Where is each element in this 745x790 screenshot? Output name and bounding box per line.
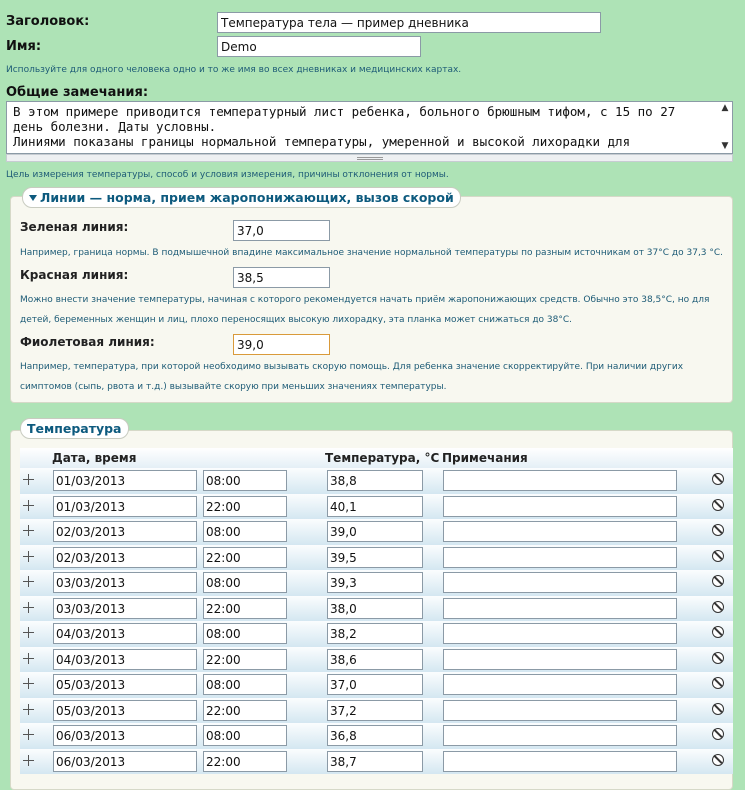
temperature-legend-label: Температура: [27, 421, 122, 436]
date-input[interactable]: 02/03/2013: [53, 547, 197, 568]
date-input[interactable]: 06/03/2013: [53, 725, 197, 746]
delete-icon[interactable]: [712, 524, 724, 536]
name-input[interactable]: [217, 36, 421, 57]
resize-grip[interactable]: [6, 154, 733, 162]
date-input[interactable]: 05/03/2013: [53, 674, 197, 695]
time-input[interactable]: 22:00: [203, 598, 287, 619]
notes-textarea[interactable]: [6, 101, 733, 154]
red-line-hint-1: Можно внести значение температуры, начиная с которого рекомендуется начать приём жаропонижающих средств. Обычно это 38,5°С, но для: [20, 295, 710, 305]
temperature-input[interactable]: 38,7: [327, 751, 423, 772]
red-line-hint-2: детей, беременных женщин и лиц, плохо переносящих высокую лихорадку, эта планка может снижаться до 38°С.: [20, 315, 573, 325]
title-input[interactable]: [217, 12, 601, 33]
red-line-input[interactable]: [233, 267, 330, 288]
notes-input[interactable]: [443, 700, 677, 721]
notes-input[interactable]: [443, 623, 677, 644]
table-row: [20, 698, 733, 724]
notes-hint: Цель измерения температуры, способ и условия измерения, причины отклонения от нормы.: [6, 170, 449, 180]
date-input[interactable]: 06/03/2013: [53, 751, 197, 772]
delete-icon[interactable]: [712, 601, 724, 613]
time-input[interactable]: 22:00: [203, 496, 287, 517]
time-input[interactable]: 22:00: [203, 649, 287, 670]
move-icon[interactable]: [23, 575, 34, 588]
delete-icon[interactable]: [712, 575, 724, 587]
move-icon[interactable]: [23, 728, 34, 741]
time-input[interactable]: 08:00: [203, 521, 287, 542]
green-line-input[interactable]: [233, 220, 330, 241]
name-hint: Используйте для одного человека одно и то же имя во всех дневниках и медицинских картах.: [6, 65, 462, 75]
name-label: Имя:: [6, 39, 42, 54]
violet-line-hint-2: симптомов (сыпь, рвота и т.д.) вызывайте скорую при меньших значениях температуры.: [20, 382, 447, 392]
delete-icon[interactable]: [712, 473, 724, 485]
notes-input[interactable]: [443, 496, 677, 517]
time-input[interactable]: 22:00: [203, 547, 287, 568]
temperature-input[interactable]: 39,0: [327, 521, 423, 542]
notes-input[interactable]: [443, 751, 677, 772]
temperature-legend[interactable]: [20, 418, 129, 439]
violet-line-label: Фиолетовая линия:: [20, 335, 155, 349]
move-icon[interactable]: [23, 601, 34, 614]
move-icon[interactable]: [23, 550, 34, 563]
title-label: Заголовок:: [6, 14, 90, 29]
col-temp-header: Температура, °С: [325, 451, 440, 465]
notes-input[interactable]: [443, 572, 677, 593]
delete-icon[interactable]: [712, 728, 724, 740]
table-row: [20, 672, 733, 698]
date-input[interactable]: 04/03/2013: [53, 623, 197, 644]
temperature-input[interactable]: 39,5: [327, 547, 423, 568]
green-line-label: Зеленая линия:: [20, 220, 129, 234]
move-icon[interactable]: [23, 652, 34, 665]
violet-line-input[interactable]: [233, 334, 330, 355]
col-date-header: Дата, время: [52, 451, 137, 465]
date-input[interactable]: 03/03/2013: [53, 572, 197, 593]
scroll-up-icon[interactable]: ▲: [721, 103, 729, 113]
time-input[interactable]: 08:00: [203, 623, 287, 644]
notes-input[interactable]: [443, 649, 677, 670]
scroll-down-icon[interactable]: ▼: [721, 141, 729, 151]
notes-label: Общие замечания:: [6, 85, 149, 100]
date-input[interactable]: 02/03/2013: [53, 521, 197, 542]
delete-icon[interactable]: [712, 626, 724, 638]
notes-input[interactable]: [443, 521, 677, 542]
delete-icon[interactable]: [712, 550, 724, 562]
table-row: [20, 494, 733, 520]
time-input[interactable]: 08:00: [203, 674, 287, 695]
notes-input[interactable]: [443, 598, 677, 619]
table-row: [20, 723, 733, 749]
date-input[interactable]: 01/03/2013: [53, 496, 197, 517]
lines-legend-label: Линии — норма, прием жаропонижающих, вызов скорой: [40, 190, 454, 205]
delete-icon[interactable]: [712, 677, 724, 689]
table-row: [20, 621, 733, 647]
date-input[interactable]: 05/03/2013: [53, 700, 197, 721]
time-input[interactable]: 22:00: [203, 751, 287, 772]
move-icon[interactable]: [23, 703, 34, 716]
temperature-input[interactable]: 38,6: [327, 649, 423, 670]
temperature-input[interactable]: 39,3: [327, 572, 423, 593]
table-row: [20, 468, 733, 494]
date-input[interactable]: 01/03/2013: [53, 470, 197, 491]
violet-line-hint-1: Например, температура, при которой необходимо вызывать скорую помощь. Для ребенка значение скорректируйте. При наличии других: [20, 362, 684, 372]
col-notes-header: Примечания: [442, 451, 528, 465]
table-row: [20, 749, 733, 775]
date-input[interactable]: 04/03/2013: [53, 649, 197, 670]
move-icon[interactable]: [23, 499, 34, 512]
notes-input[interactable]: [443, 547, 677, 568]
move-icon[interactable]: [23, 754, 34, 767]
table-row: [20, 519, 733, 545]
table-row: [20, 570, 733, 596]
temperature-input[interactable]: 38,0: [327, 598, 423, 619]
move-icon[interactable]: [23, 473, 34, 486]
table-row: [20, 647, 733, 673]
delete-icon[interactable]: [712, 499, 724, 511]
move-icon[interactable]: [23, 626, 34, 639]
time-input[interactable]: 22:00: [203, 700, 287, 721]
collapse-triangle-icon[interactable]: [29, 195, 37, 201]
time-input[interactable]: 08:00: [203, 725, 287, 746]
table-row: [20, 596, 733, 622]
temperature-input[interactable]: 38,8: [327, 470, 423, 491]
delete-icon[interactable]: [712, 652, 724, 664]
notes-input[interactable]: [443, 674, 677, 695]
temperature-input[interactable]: 40,1: [327, 496, 423, 517]
temperature-input[interactable]: 37,2: [327, 700, 423, 721]
temperature-input[interactable]: 38,2: [327, 623, 423, 644]
move-icon[interactable]: [23, 524, 34, 537]
delete-icon[interactable]: [712, 754, 724, 766]
date-input[interactable]: 03/03/2013: [53, 598, 197, 619]
notes-input[interactable]: [443, 725, 677, 746]
green-line-hint: Например, граница нормы. В подмышечной впадине максимальное значение нормальной температуры по разным источникам от 37°С до 37,3 °С.: [20, 248, 724, 258]
time-input[interactable]: 08:00: [203, 572, 287, 593]
move-icon[interactable]: [23, 677, 34, 690]
time-input[interactable]: 08:00: [203, 470, 287, 491]
lines-legend[interactable]: [22, 187, 461, 208]
temperature-input[interactable]: 37,0: [327, 674, 423, 695]
notes-input[interactable]: [443, 470, 677, 491]
table-header: [20, 448, 733, 468]
table-row: [20, 545, 733, 571]
delete-icon[interactable]: [712, 703, 724, 715]
red-line-label: Красная линия:: [20, 268, 129, 282]
temperature-input[interactable]: 36,8: [327, 725, 423, 746]
